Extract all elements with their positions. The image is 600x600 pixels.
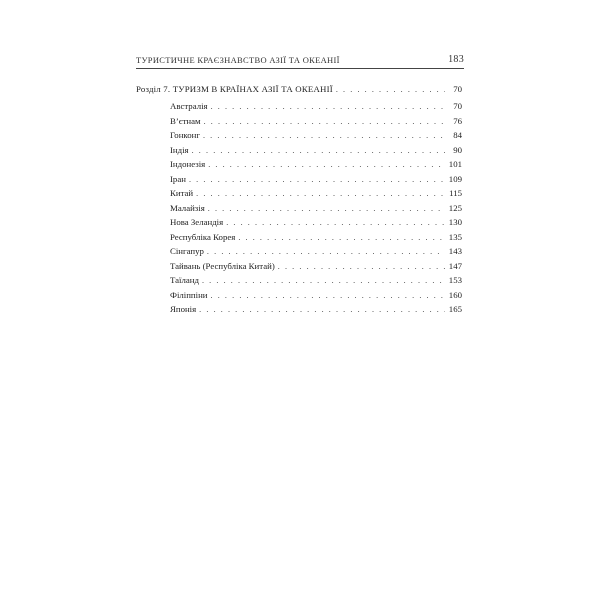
toc-entry-label: Філіппіни [170, 290, 208, 300]
toc-entry-page: 101 [448, 159, 462, 169]
toc-entry-page: 165 [448, 304, 462, 314]
toc-entry [170, 101, 462, 114]
toc-entry-page: 90 [453, 145, 462, 155]
toc-entry [170, 232, 462, 245]
toc-leader-dots [208, 204, 445, 213]
toc-entry-page: 143 [448, 246, 462, 256]
toc-entry-page: 125 [448, 203, 462, 213]
toc-leader-dots [203, 131, 445, 140]
toc-leader-dots [189, 175, 445, 184]
toc-leader-dots [202, 276, 445, 285]
toc-leader-dots [199, 305, 445, 314]
toc-entry [170, 188, 462, 201]
toc-entry [170, 203, 462, 216]
toc-entry-page: 115 [449, 188, 462, 198]
toc-leader-dots [211, 291, 445, 300]
toc-leader-dots [211, 102, 445, 111]
toc-entry-page: 153 [448, 275, 462, 285]
toc-entry [170, 290, 462, 303]
toc-entry [170, 130, 462, 143]
toc-leader-dots [278, 262, 445, 271]
toc-leader-dots [207, 247, 445, 256]
toc-entry-label: Республіка Корея [170, 232, 236, 242]
toc-entry [170, 174, 462, 187]
toc-leader-dots [208, 160, 445, 169]
toc-leader-dots [196, 189, 445, 198]
toc-entry-label: Сінгапур [170, 246, 204, 256]
toc-entry-page: 147 [448, 261, 462, 271]
toc-entry-page: 135 [448, 232, 462, 242]
toc-entry-page: 160 [448, 290, 462, 300]
toc-entry-page: 70 [453, 101, 462, 111]
toc-entry-label: Китай [170, 188, 194, 198]
toc-entry-label: Тайвань (Республіка Китай) [170, 261, 275, 271]
toc-entry [170, 145, 462, 158]
toc-entry [170, 217, 462, 230]
toc-entry-label: В’єтнам [170, 116, 201, 126]
toc-entry [170, 261, 462, 274]
toc-entry-label: Австралія [170, 101, 208, 111]
toc-entry [170, 116, 462, 129]
toc-leader-dots [336, 85, 445, 94]
toc-entry-page: 76 [453, 116, 462, 126]
running-header-title: ТУРИСТИЧНЕ КРАЄЗНАВСТВО АЗІЇ ТА ОКЕАНІЇ [136, 55, 340, 65]
toc-leader-dots [192, 146, 445, 155]
toc-entry-label: Індія [170, 145, 189, 155]
toc-leader-dots [238, 233, 445, 242]
toc-chapter-page: 70 [453, 84, 462, 94]
toc-entry-label: Індонезія [170, 159, 206, 169]
toc-leader-dots [204, 117, 445, 126]
toc-entry-label: Японія [170, 304, 197, 314]
toc-leader-dots [226, 218, 445, 227]
toc-entry-page: 109 [448, 174, 462, 184]
toc-entry-label: Гонконг [170, 130, 200, 140]
toc-entry [170, 159, 462, 172]
toc-entry [170, 246, 462, 259]
toc-entry-label: Нова Зеландія [170, 217, 224, 227]
toc-chapter-entry [136, 84, 462, 97]
header-divider [136, 68, 464, 69]
toc-entry-page: 130 [448, 217, 462, 227]
toc-entry-label: Іран [170, 174, 186, 184]
toc-entry [170, 304, 462, 317]
page-number: 183 [448, 54, 464, 65]
toc-chapter-label: Розділ 7. ТУРИЗМ В КРАЇНАХ АЗІЇ ТА ОКЕАНІЇ [136, 84, 333, 94]
toc-entry [170, 275, 462, 288]
running-header [136, 54, 464, 68]
toc-entry-label: Таїланд [170, 275, 199, 285]
toc-entry-label: Малайзія [170, 203, 205, 213]
toc-entry-page: 84 [453, 130, 462, 140]
